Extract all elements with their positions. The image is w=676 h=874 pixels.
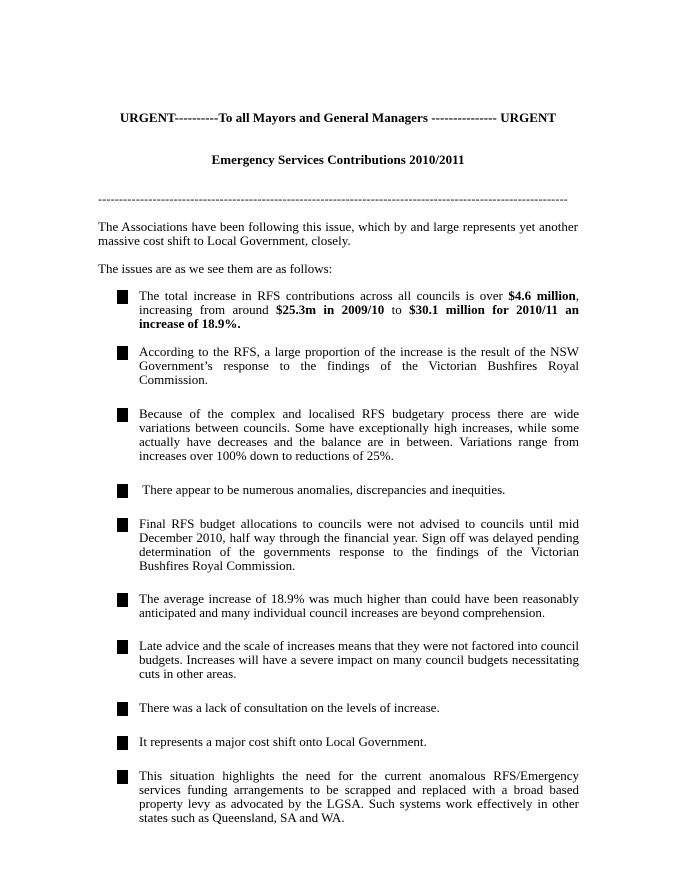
list-item-text: Because of the complex and localised RFS budgetary process there are wide variations between councils. Some have exceptionally high increases, while some actually have decreases and the balance are in between. Variations range from increases over 100% down to reductions of 25%.	[139, 406, 579, 463]
square-bullet-icon	[117, 593, 128, 607]
square-bullet-icon	[117, 770, 128, 784]
square-bullet-icon	[117, 290, 128, 304]
list-item	[117, 517, 579, 573]
bold-amount: $30.1 million for 2010/11 an increase of 18.9%.	[139, 302, 579, 331]
square-bullet-icon	[117, 518, 128, 532]
square-bullet-icon	[117, 346, 128, 360]
dashed-divider: ----------------------------------------------------------------------------------------------------------------	[98, 192, 568, 206]
list-item-text: According to the RFS, a large proportion of the increase is the result of the NSW Government’s response to the findings of the Victorian Bushfires Royal Commission.	[139, 344, 579, 387]
square-bullet-icon	[117, 702, 128, 716]
list-item	[117, 701, 579, 715]
list-item	[117, 483, 579, 497]
list-item-text: Final RFS budget allocations to councils were not advised to councils until mid December 2010, half way through the financial year. Sign off was delayed pending determination of the governments response to the findings of the Victorian Bushfires Royal Commission.	[139, 516, 579, 573]
intro-paragraph: The Associations have been following this issue, which by and large represents yet another massive cost shift to Local Government, closely.	[98, 219, 578, 248]
bold-amount: $4.6 million	[508, 288, 576, 303]
text-run: to	[384, 302, 410, 317]
text-run: The total increase in RFS contributions across all councils is over	[139, 288, 509, 303]
issues-lead-paragraph: The issues are as we see them are as follows:	[98, 261, 333, 276]
list-item-text: Late advice and the scale of increases means that they were not factored into council budgets. Increases will have a severe impact on many council budgets necessitating cuts in other areas.	[139, 638, 579, 681]
list-item	[117, 592, 579, 620]
list-item-text: The average increase of 18.9% was much higher than could have been reasonably anticipated and many individual council increases are beyond comprehension.	[139, 591, 579, 620]
list-item-text: There appear to be numerous anomalies, discrepancies and inequities.	[139, 482, 506, 497]
list-item-text: This situation highlights the need for the current anomalous RFS/Emergency services funding arrangements to be scrapped and replaced with a broad based property levy as advocated by the LGSA. Such systems work effectively in other states such as Queensland, SA and WA.	[139, 768, 579, 825]
square-bullet-icon	[117, 408, 128, 422]
list-item	[117, 735, 579, 749]
bold-amount: $25.3m in 2009/10	[275, 302, 385, 317]
square-bullet-icon	[117, 484, 128, 498]
square-bullet-icon	[117, 640, 128, 654]
text-run: , increasing from around	[139, 288, 579, 317]
square-bullet-icon	[117, 736, 128, 750]
urgent-heading: URGENT----------To all Mayors and General Managers --------------- URGENT	[119, 110, 557, 125]
list-item	[117, 407, 579, 463]
issues-list	[117, 289, 579, 825]
list-item	[117, 639, 579, 681]
list-item	[117, 769, 579, 825]
list-item-text: It represents a major cost shift onto Local Government.	[139, 734, 427, 749]
list-item-text	[139, 289, 579, 331]
document-subtitle: Emergency Services Contributions 2010/2011	[211, 152, 465, 167]
list-item	[117, 345, 579, 387]
list-item	[117, 289, 579, 331]
list-item-text: There was a lack of consultation on the levels of increase.	[139, 700, 440, 715]
